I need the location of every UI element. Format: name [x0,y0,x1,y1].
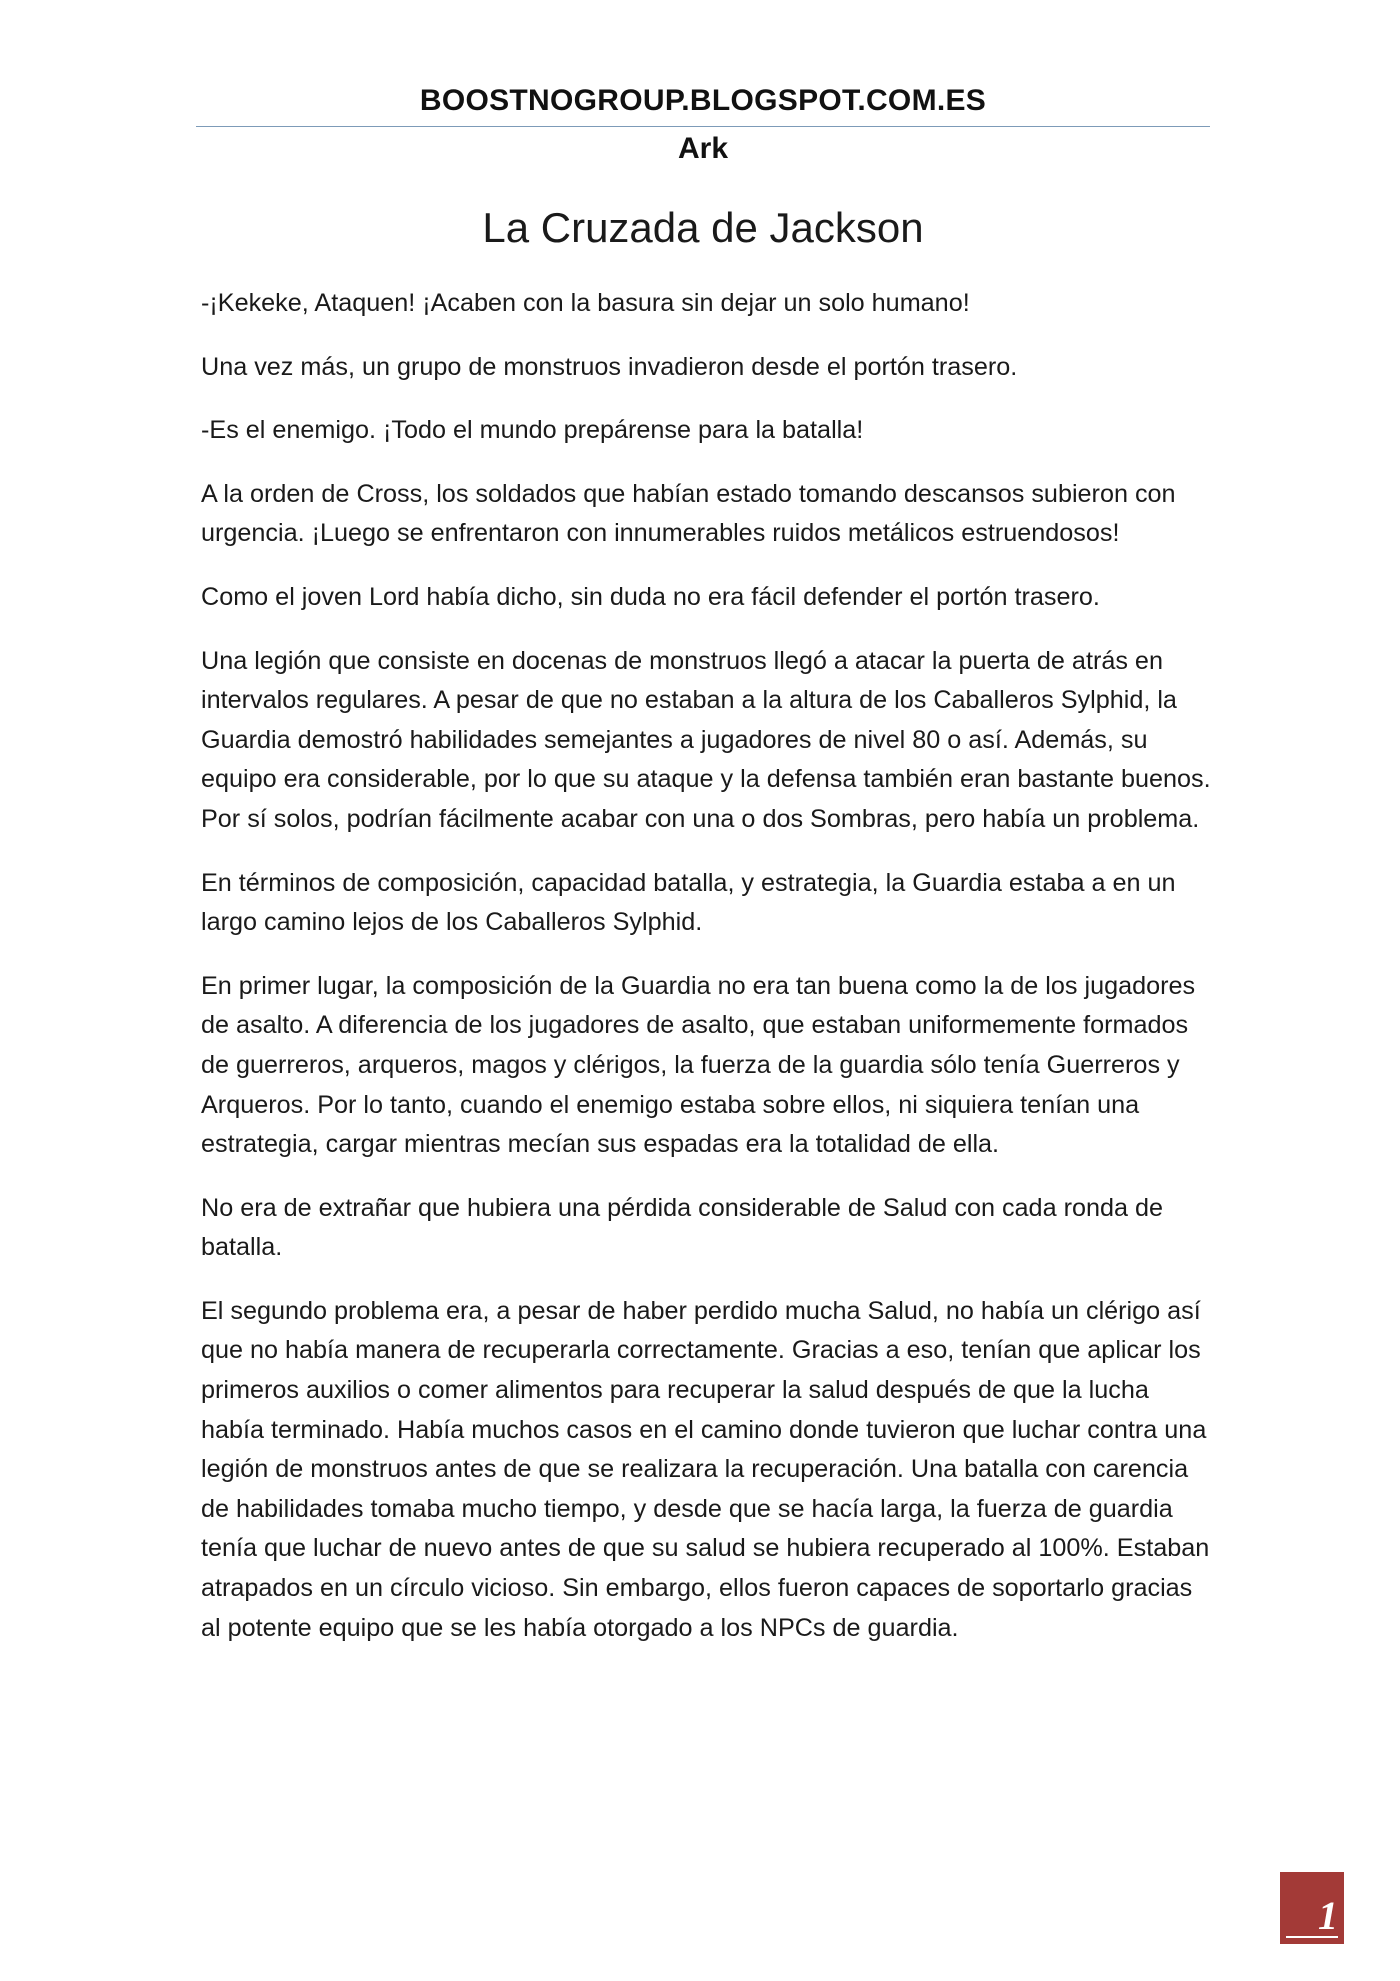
paragraph: No era de extrañar que hubiera una pérdida considerable de Salud con cada ronda de batalla. [201,1193,1164,1262]
paragraph: -Es el enemigo. ¡Todo el mundo prepárense para la batalla! [201,416,864,445]
chapter-title: La Cruzada de Jackson [482,204,924,251]
paragraph: A la orden de Cross, los soldados que habían estado tomando descansos subieron con urgencia. ¡Luego se enfrentaron con innumerables ruidos metálicos estruendosos! [201,479,1176,548]
page-number: 1 [1318,1893,1338,1938]
header-book-title: Ark [677,132,729,165]
chapter-body [201,284,1211,1672]
paragraph: En primer lugar, la composición de la Guardia no era tan buena como la de los jugadores de asalto. A diferencia de los jugadores de asalto, que estaban uniformemente formados de guerreros, arqueros, magos y clérigos, la fuerza de la guardia sólo tenía Guerreros y Arqueros. Por lo tanto, cuando el enemigo estaba sobre ellos, ni siquiera tenían una estrategia, cargar mientras mecían sus espadas era la totalidad de ella. [201,971,1196,1159]
header-site-url: BOOSTNOGROUP.BLOGSPOT.COM.ES [419,84,987,117]
paragraph: En términos de composición, capacidad batalla, y estrategia, la Guardia estaba a en un largo camino lejos de los Caballeros Sylphid. [201,868,1176,937]
paragraph: -¡Kekeke, Ataquen! ¡Acaben con la basura sin dejar un solo humano! [201,289,970,317]
header-divider [196,126,1210,127]
page-number-badge [1280,1872,1344,1944]
paragraph: Una legión que consiste en docenas de monstruos llegó a atacar la puerta de atrás en intervalos regulares. A pesar de que no estaban a la altura de los Caballeros Sylphid, la Guardia demostró habilidades semejantes a jugadores de nivel 80 o así. Además, su equipo era considerable, por lo que su ataque y la defensa también eran bastante buenos. Por sí solos, podrían fácilmente acabar con una o dos Sombras, pero había un problema. [201,646,1211,833]
paragraph: Como el joven Lord había dicho, sin duda no era fácil defender el portón trasero. [201,582,1100,611]
page-number-underline [1286,1936,1338,1938]
paragraph: El segundo problema era, a pesar de haber perdido mucha Salud, no había un clérigo así que no había manera de recuperarla correctamente. Gracias a eso, tenían que aplicar los primeros auxilios o comer alimentos para recuperar la salud después de que la lucha había terminado. Había muchos casos en el camino donde tuvieron que luchar contra una legión de monstruos antes de que se realizara la recuperación. Una batalla con carencia de habilidades tomaba mucho tiempo, y desde que se hacía larga, la fuerza de guardia tenía que luchar de nuevo antes de que su salud se hubiera recuperado al 100%. Estaban atrapados en un círculo vicioso. Sin embargo, ellos fueron capaces de soportarlo gracias al potente equipo que se les había otorgado a los NPCs de guardia. [201,1296,1210,1642]
paragraph: Una vez más, un grupo de monstruos invadieron desde el portón trasero. [201,352,1018,381]
